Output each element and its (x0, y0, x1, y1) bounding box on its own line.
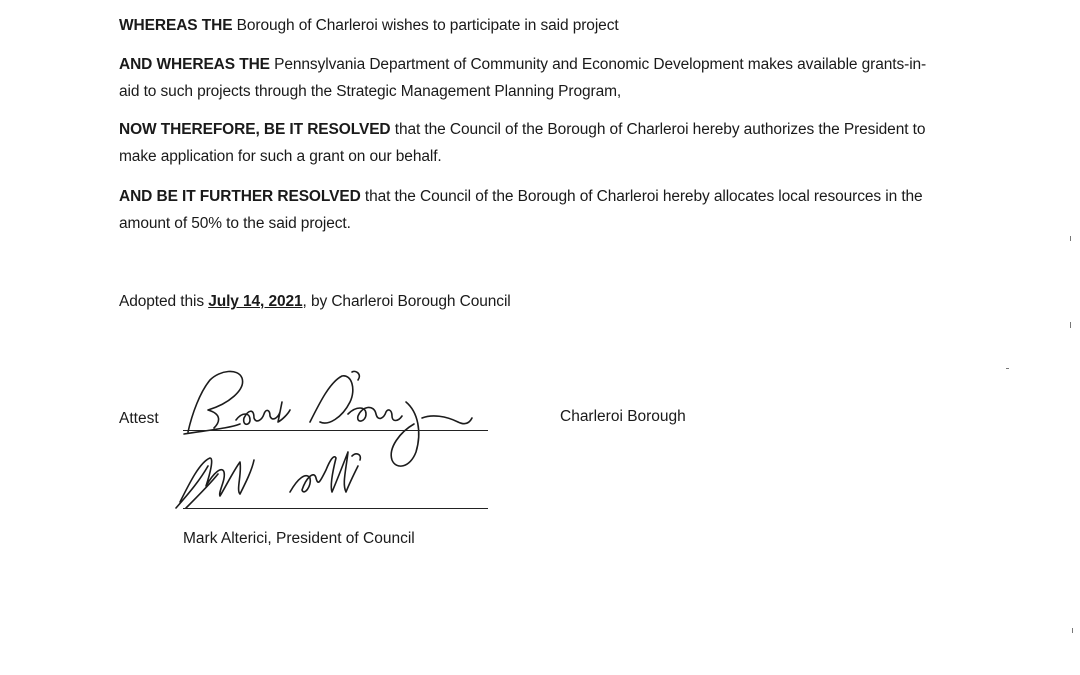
attest-label: Attest (119, 410, 159, 427)
adoption-prefix: Adopted this (119, 293, 209, 310)
organization-name: Charleroi Borough (560, 408, 686, 425)
whereas-lead-1: WHEREAS THE (119, 17, 233, 34)
scan-speck (1006, 368, 1009, 369)
signature-line-president (183, 508, 488, 509)
resolved-text-2: that the Council of the Borough of Charleroi hereby allocates local resources in the amount of 50% to the said project. (119, 188, 923, 232)
whereas-lead-2: AND WHEREAS THE (119, 56, 270, 73)
resolved-text-1: that the Council of the Borough of Charleroi hereby authorizes the President to make application for such a grant on our behalf. (119, 121, 926, 165)
adoption-date: July 14, 2021 (208, 293, 303, 310)
whereas-text-1: Borough of Charleroi wishes to participate in said project (232, 17, 619, 34)
whereas-paragraph-1 (119, 12, 939, 39)
signer-name-title: Mark Alterici, President of Council (183, 530, 415, 547)
whereas-text-2: Pennsylvania Department of Community and Economic Development makes available grants-in-aid to such projects through the Strategic Management Planning Program, (119, 56, 927, 100)
resolved-lead-2: AND BE IT FURTHER RESOLVED (119, 188, 361, 205)
resolved-lead-1: NOW THEREFORE, BE IT RESOLVED (119, 121, 391, 138)
scan-speck (1070, 236, 1071, 241)
scan-speck (1072, 628, 1073, 633)
adoption-suffix: , by Charleroi Borough Council (302, 293, 511, 310)
resolved-paragraph-2 (119, 183, 939, 237)
scan-speck (1070, 322, 1071, 328)
handwritten-signatures (170, 362, 490, 522)
adoption-line (119, 288, 939, 315)
whereas-paragraph-2 (119, 51, 939, 105)
resolved-paragraph-1 (119, 116, 939, 170)
signature-line-attest (183, 430, 488, 431)
